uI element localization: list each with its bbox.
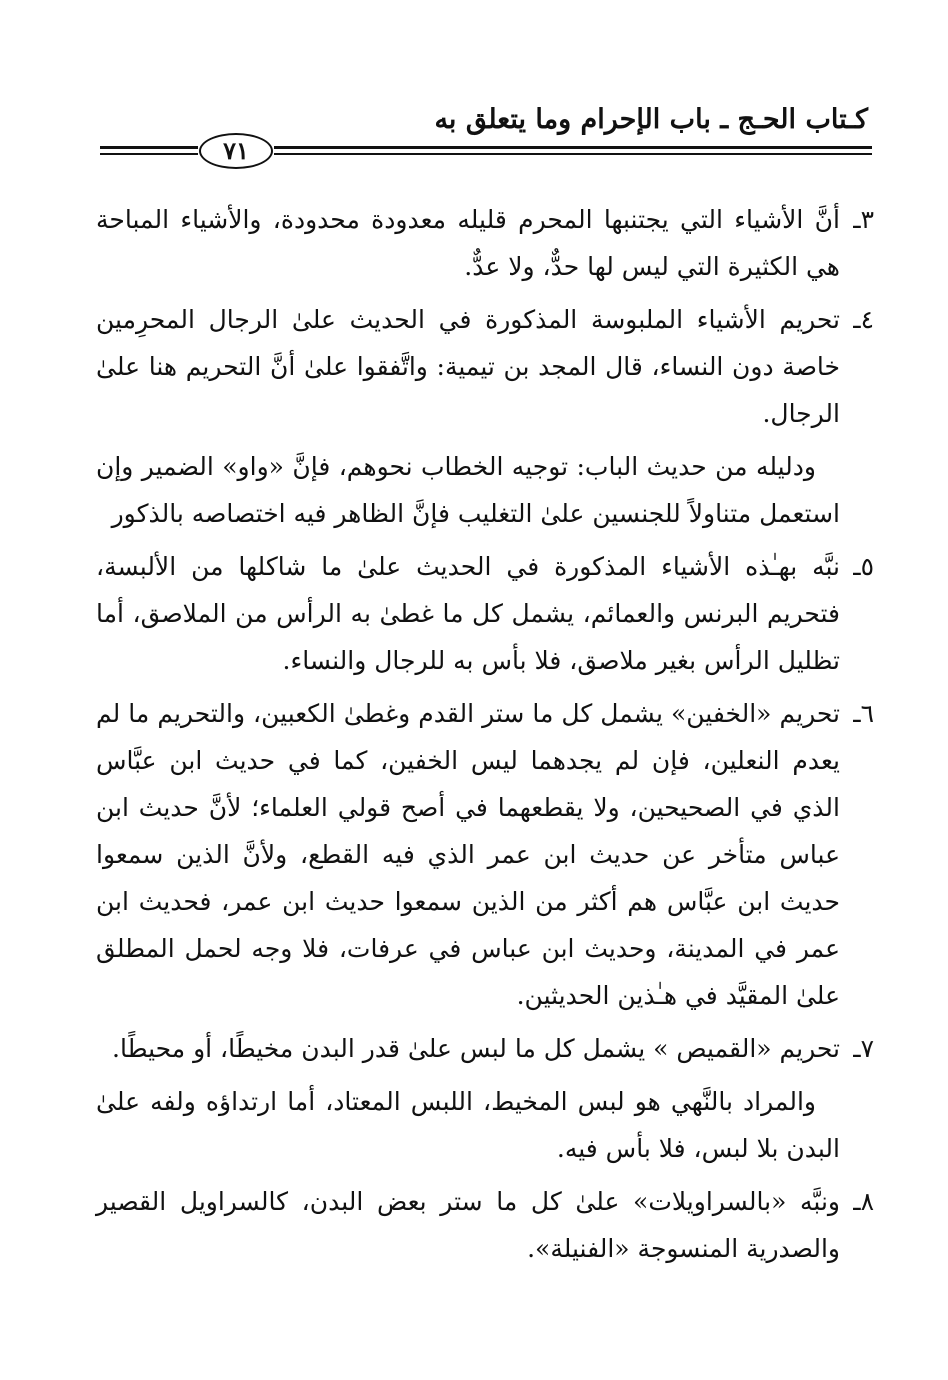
page-number: ٧١ bbox=[199, 133, 273, 169]
paragraph-number: ٨ـ bbox=[853, 1187, 874, 1216]
paragraph-number: ٣ـ bbox=[853, 205, 874, 234]
continuation-paragraph: والمراد بالنَّهي هو لبس المخيط، اللبس المعتاد، أما ارتداؤه ولفه علىٰ البدن بلا لبس، فلا بأس فيه. bbox=[96, 1087, 840, 1163]
numbered-paragraph bbox=[96, 690, 874, 1019]
numbered-paragraph bbox=[96, 1178, 874, 1272]
paragraph-number: ٥ـ bbox=[853, 552, 874, 581]
paragraph-number: ٧ـ bbox=[853, 1034, 874, 1063]
paragraph-number: ٦ـ bbox=[853, 699, 874, 728]
paragraph-text: تحريم «الخفين» يشمل كل ما ستر القدم وغطىٰ الكعبين، والتحريم ما لم يعدم النعلين، فإن لم يجدهما ليس الخفين، كما في حديث ابن عبَّاس الذي في الصحيحين، ولا يقطعهما في أصح قولي العلماء؛ لأنَّ حديث ابن عباس متأخر عن حديث ابن عمر الذي فيه القطع، ولأنَّ الذين سمعوا حديث ابن عبَّاس هم أكثر من الذين سمعوا حديث ابن عمر، فحديث ابن عمر في المدينة، وحديث ابن عباس في عرفات، فلا وجه لحمل المطلق علىٰ المقيَّد في هـٰذين الحديثين. bbox=[96, 699, 840, 1010]
header-rule-left bbox=[100, 146, 198, 149]
numbered-paragraph bbox=[96, 543, 874, 684]
paragraph-text: ونبَّه «بالسراويلات» علىٰ كل ما ستر بعض البدن، كالسراويل القصير والصدرية المنسوجة «الفنيلة». bbox=[96, 1187, 840, 1263]
paragraph-text: أنَّ الأشياء التي يجتنبها المحرم قليله معدودة محدودة، والأشياء المباحة هي الكثيرة التي ليس لها حدٌّ، ولا عدٌّ. bbox=[96, 205, 840, 281]
numbered-paragraph bbox=[96, 296, 874, 437]
paragraph-text: نبَّه بهـٰذه الأشياء المذكورة في الحديث علىٰ ما شاكلها من الألبسة، فتحريم البرنس والعمائم، يشمل كل ما غطىٰ به الرأس من الملاصق، أما تظليل الرأس بغير ملاصق، فلا بأس به للرجال والنساء. bbox=[96, 552, 840, 675]
header-rule-right bbox=[274, 146, 872, 149]
page-body bbox=[96, 196, 874, 1278]
paragraph-text: تحريم «القميص » يشمل كل ما لبس علىٰ قدر البدن مخيطًا، أو محيطًا. bbox=[112, 1034, 840, 1063]
paragraph-text: تحريم الأشياء الملبوسة المذكورة في الحديث علىٰ الرجال المحرِمين خاصة دون النساء، قال المجد بن تيمية: واتَّفقوا علىٰ أنَّ التحريم هنا علىٰ الرجال. bbox=[96, 305, 840, 428]
running-title: كـتاب الحـج ـ باب الإحرام وما يتعلق به bbox=[434, 104, 868, 135]
continuation-paragraph: ودليله من حديث الباب: توجيه الخطاب نحوهم، فإنَّ «واو» الضمير وإن استعمل متناولاً للجنسين علىٰ التغليب فإنَّ الظاهر فيه اختصاصه بالذكور bbox=[96, 452, 840, 528]
paragraph-number: ٤ـ bbox=[853, 305, 874, 334]
numbered-paragraph bbox=[96, 196, 874, 290]
numbered-paragraph bbox=[96, 1025, 874, 1072]
